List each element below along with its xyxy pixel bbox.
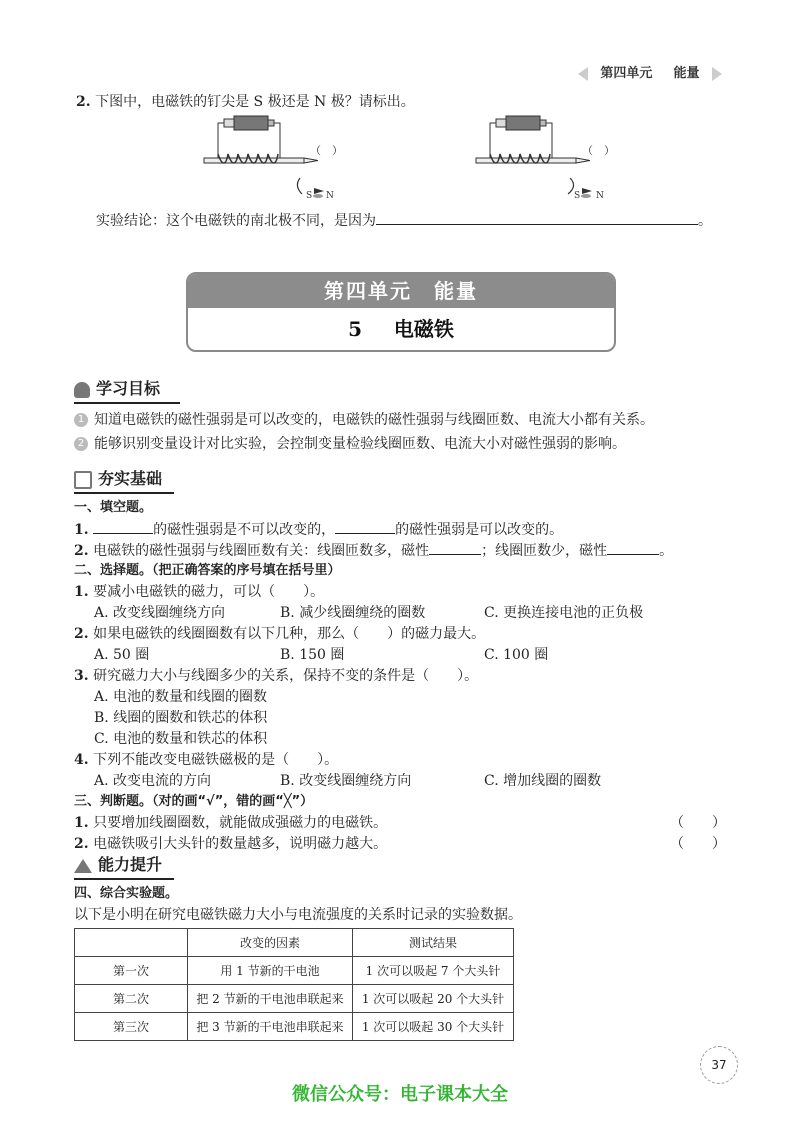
goal-number-icon: 1 (74, 413, 88, 427)
blank-input[interactable] (335, 519, 395, 534)
goal-item: 2 能够识别变量设计对比实验，会控制变量检验线圈匝数、电流大小对磁性强弱的影响。 (74, 434, 626, 454)
compass-n-label: N (326, 191, 334, 200)
fill-question-2: 2. 电磁铁的磁性强弱与线圈匝数有关：线圈匝数多，磁性 ；线圈匝数少，磁性 。 (74, 540, 673, 561)
blank-input[interactable] (93, 519, 153, 534)
judge-answer-paren[interactable]: （ ） (670, 815, 726, 831)
battery-icon (506, 116, 540, 130)
fill-section-title: 一、填空题。 (74, 500, 153, 515)
judge-answer-paren[interactable]: （ ） (670, 836, 726, 852)
option-a[interactable]: A. 电池的数量和线圈的圈数 (94, 689, 268, 705)
fill-question-1: 1. 的磁性强弱是不可以改变的， 的磁性强弱是可以改变的。 (74, 519, 563, 540)
blank-input[interactable] (429, 540, 481, 555)
triangle-right-icon (712, 67, 722, 81)
person-icon (74, 382, 90, 398)
compass-n-label: N (596, 191, 604, 200)
ability-heading: 能力提升 (74, 852, 194, 880)
footer-watermark: 微信公众号：电子课本大全 (292, 1084, 508, 1105)
page-number: 37 (700, 1046, 738, 1084)
battery-icon (234, 116, 268, 130)
heading-underline (74, 492, 174, 494)
judge-section-title: 三、判断题。（对的画“√”，错的画“╳”） (74, 794, 314, 809)
option-c[interactable]: C. 增加线圈的圈数 (484, 773, 602, 789)
experiment-table (74, 928, 514, 1041)
question-text: 下图中，电磁铁的钉尖是 S 极还是 N 极？请标出。 (95, 94, 415, 110)
conclusion-label: 实验结论：这个电磁铁的南北极不同，是因为 (96, 213, 376, 229)
choice-options-4 (94, 771, 601, 791)
triangle-left-icon (578, 67, 588, 81)
header-unit: 第四单元 (600, 66, 653, 81)
table-row: 第三次 把 3 节新的干电池串联起来 1 次可以吸起 30 个大头针 (75, 1013, 514, 1041)
experiment-intro: 以下是小明在研究电磁铁磁力大小与电流强度的关系时记录的实验数据。 (74, 907, 522, 923)
option-b[interactable]: B. 150 圈 (280, 647, 345, 663)
basics-heading: 夯实基础 (74, 466, 194, 494)
answer-paren-1: （ ） (310, 144, 343, 157)
choice-options-1 (94, 603, 643, 623)
answer-paren-2: （ ） (582, 144, 615, 157)
choice-options-2 (94, 645, 548, 665)
experiment-section-title: 四、综合实验题。 (74, 886, 179, 901)
compass-s-label: S (574, 191, 581, 200)
mountain-icon (74, 859, 92, 873)
compass-needle-icon (568, 178, 574, 194)
heading-underline (74, 878, 174, 880)
option-a[interactable]: A. 50 圈 (94, 647, 150, 663)
judge-question-2: 2. 电磁铁吸引大头针的数量越多，说明磁力越大。 (74, 836, 388, 852)
page-header (578, 62, 722, 81)
book-icon (74, 471, 92, 489)
choice-question-1: 1. 要减小电磁铁的磁力，可以（ ）。 (74, 584, 325, 600)
goal-item: 1 知道电磁铁的磁性强弱是可以改变的，电磁铁的磁性强弱与线圈匝数、电流大小都有关系。 (74, 410, 654, 430)
choice-question-3: 3. 研究磁力大小与线圈多少的关系，保持不变的条件是（ ）。 (74, 668, 479, 684)
unit-title: 第四单元 能量 (188, 274, 614, 308)
choice-question-4: 4. 下列不能改变电磁铁磁极的是（ ）。 (74, 752, 339, 768)
goal-number-icon: 2 (74, 437, 88, 451)
lesson-title-box (186, 272, 616, 352)
option-c[interactable]: C. 电池的数量和铁芯的体积 (94, 731, 268, 747)
choice-question-2: 2. 如果电磁铁的线圈圈数有以下几种，那么（ ）的磁力最大。 (74, 626, 486, 642)
table-row: 第二次 把 2 节新的干电池串联起来 1 次可以吸起 20 个大头针 (75, 985, 514, 1013)
heading-underline (74, 402, 180, 404)
lesson-name: 电磁铁 (393, 317, 454, 341)
goals-heading: 学习目标 (74, 376, 194, 404)
electromagnet-figure-1 (198, 110, 358, 200)
lesson-number: 5 (348, 317, 362, 341)
conclusion-line: 实验结论：这个电磁铁的南北极不同，是因为 。 (96, 210, 712, 231)
question-number: 2. (76, 94, 91, 110)
compass-needle-icon (297, 178, 302, 194)
option-c[interactable]: C. 100 圈 (484, 647, 549, 663)
table-header-row: 改变的因素 测试结果 (75, 929, 514, 957)
option-b[interactable]: B. 线圈的圈数和铁芯的体积 (94, 710, 268, 726)
lesson-title (188, 308, 614, 350)
option-c[interactable]: C. 更换连接电池的正负极 (484, 605, 644, 621)
option-b[interactable]: B. 减少线圈缠绕的圈数 (280, 605, 426, 621)
header-topic: 能量 (673, 66, 700, 81)
conclusion-blank[interactable] (376, 210, 698, 225)
option-b[interactable]: B. 改变线圈缠绕方向 (280, 773, 412, 789)
q2-top-question (76, 92, 415, 112)
judge-question-1: 1. 只要增加线圈圈数，就能做成强磁力的电磁铁。 (74, 815, 388, 831)
choice-section-title: 二、选择题。（把正确答案的序号填在括号里） (74, 563, 341, 578)
table-row: 第一次 用 1 节新的干电池 1 次可以吸起 7 个大头针 (75, 957, 514, 985)
option-a[interactable]: A. 改变电流的方向 (94, 773, 212, 789)
option-a[interactable]: A. 改变线圈缠绕方向 (94, 605, 226, 621)
compass-s-label: S (306, 191, 313, 200)
blank-input[interactable] (607, 540, 659, 555)
electromagnet-figure-2 (470, 110, 630, 200)
